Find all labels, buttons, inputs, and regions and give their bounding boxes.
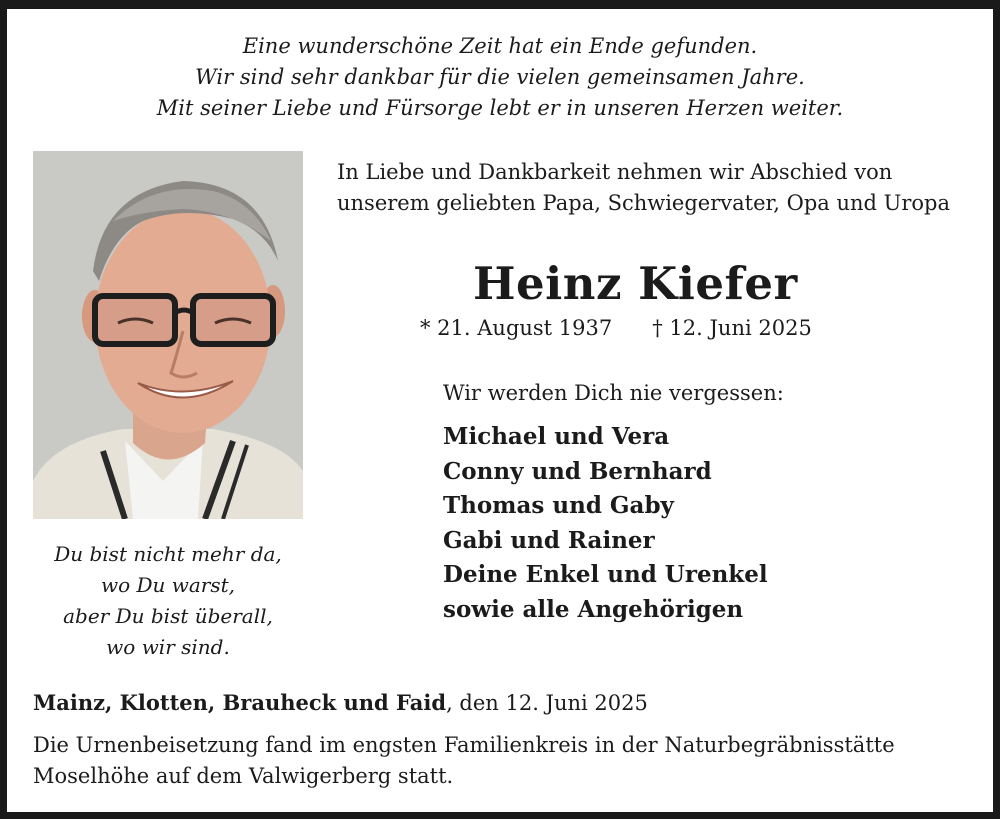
notice-date: , den 12. Juni 2025	[446, 691, 648, 715]
side-verse-line: Du bist nicht mehr da,	[54, 542, 282, 566]
burial-line: Die Urnenbeisetzung fand im engsten Familienkreis in der Naturbegräbnisstätte	[33, 733, 895, 757]
portrait-photo	[33, 151, 303, 519]
mourners-list	[443, 420, 768, 628]
mourner: Deine Enkel und Urenkel	[443, 561, 768, 589]
top-verse-line: Mit seiner Liebe und Fürsorge lebt er in unseren Herzen weiter.	[156, 96, 844, 120]
mourner: Gabi und Rainer	[443, 526, 655, 554]
top-verse-line: Wir sind sehr dankbar für die vielen gemeinsamen Jahre.	[195, 65, 805, 89]
burial-line: Moselhöhe auf dem Valwigerberg statt.	[33, 764, 454, 788]
burial-notice	[33, 730, 895, 792]
deceased-name: Heinz Kiefer	[473, 257, 798, 310]
side-verse	[33, 539, 303, 663]
death-date: † 12. Juni 2025	[652, 316, 812, 340]
mourner: sowie alle Angehörigen	[443, 595, 744, 623]
mourner: Thomas und Gaby	[443, 492, 674, 520]
mourner: Conny und Bernhard	[443, 457, 712, 485]
life-dates	[420, 316, 812, 340]
intro-line: unserem geliebten Papa, Schwiegervater, Opa und Uropa	[337, 191, 950, 215]
top-verse-line: Eine wunderschöne Zeit hat ein Ende gefunden.	[242, 34, 758, 58]
intro-text	[337, 157, 950, 219]
locations: Mainz, Klotten, Brauheck und Faid	[33, 690, 447, 715]
side-verse-line: wo Du warst,	[100, 573, 236, 597]
place-and-date	[33, 690, 648, 715]
top-verse	[7, 31, 993, 124]
never-forget-line: Wir werden Dich nie vergessen:	[443, 381, 784, 405]
mourner: Michael und Vera	[443, 423, 670, 450]
side-verse-line: aber Du bist überall,	[63, 604, 273, 628]
birth-date: * 21. August 1937	[420, 316, 613, 340]
intro-line: In Liebe und Dankbarkeit nehmen wir Abschied von	[337, 160, 893, 184]
side-verse-line: wo wir sind.	[106, 635, 230, 659]
